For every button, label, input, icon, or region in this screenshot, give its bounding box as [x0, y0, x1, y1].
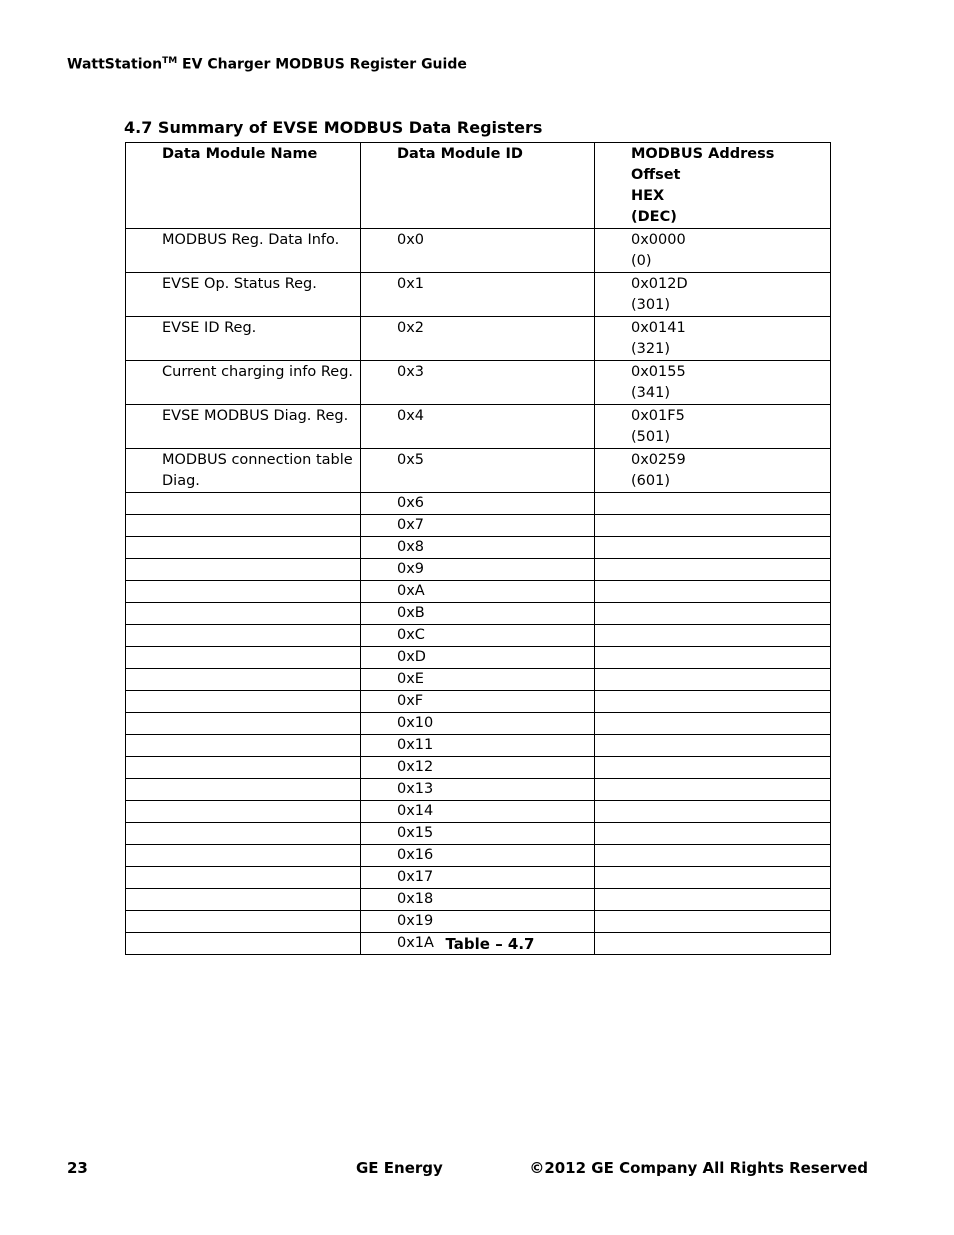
module-id-cell: 0x19: [361, 911, 595, 933]
table-row: [126, 713, 831, 735]
module-name-cell: [126, 647, 361, 669]
address-dec: (341): [631, 385, 670, 401]
module-name-cell: [126, 691, 361, 713]
table-row: [126, 229, 831, 273]
address-offset-cell: [595, 405, 831, 449]
table-row: [126, 493, 831, 515]
module-name-cell: [126, 757, 361, 779]
module-id-cell: 0x17: [361, 867, 595, 889]
module-name-cell: [126, 581, 361, 603]
module-name-cell: [126, 559, 361, 581]
table-header-row: [126, 143, 831, 229]
table-row: [126, 559, 831, 581]
address-hex: 0x0141: [631, 320, 686, 336]
table-row: [126, 779, 831, 801]
header-data-module-id: Data Module ID: [361, 143, 595, 229]
header-address-line-1: MODBUS Address Offset: [631, 146, 775, 183]
table-row: [126, 801, 831, 823]
header-address-line-3: (DEC): [631, 209, 677, 225]
module-name-cell: [126, 625, 361, 647]
address-offset-cell: [595, 779, 831, 801]
address-offset-cell: [595, 317, 831, 361]
module-name-cell: [126, 911, 361, 933]
module-id-cell: 0xB: [361, 603, 595, 625]
module-name-cell: [126, 713, 361, 735]
module-id-cell: 0x14: [361, 801, 595, 823]
footer-copyright: ©2012 GE Company All Rights Reserved: [529, 1159, 868, 1177]
table-caption: Table – 4.7: [445, 935, 535, 953]
module-id-cell: 0x11: [361, 735, 595, 757]
address-offset-cell: [595, 735, 831, 757]
address-dec: (0): [631, 253, 652, 269]
address-offset-cell: [595, 669, 831, 691]
module-id-cell: 0x8: [361, 537, 595, 559]
module-id-cell: 0x7: [361, 515, 595, 537]
module-id-cell: 0x13: [361, 779, 595, 801]
address-offset-cell: [595, 559, 831, 581]
table-row: [126, 625, 831, 647]
module-name-cell: [126, 603, 361, 625]
address-offset-cell: [595, 845, 831, 867]
address-hex: 0x012D: [631, 276, 688, 292]
table-row: [126, 317, 831, 361]
table-row: [126, 361, 831, 405]
address-offset-cell: [595, 537, 831, 559]
table-row: [126, 515, 831, 537]
address-offset-cell: [595, 911, 831, 933]
address-dec: (601): [631, 473, 670, 489]
address-offset-cell: [595, 889, 831, 911]
table-row: [126, 867, 831, 889]
module-name-cell: MODBUS connection table Diag.: [126, 449, 361, 493]
address-offset-cell: [595, 801, 831, 823]
module-name-cell: [126, 867, 361, 889]
table-row: [126, 735, 831, 757]
trademark-mark: TM: [162, 56, 178, 66]
address-hex: 0x0000: [631, 232, 686, 248]
table-row: [126, 449, 831, 493]
address-offset-cell: [595, 515, 831, 537]
module-id-cell: 0x15: [361, 823, 595, 845]
table-row: [126, 845, 831, 867]
address-offset-cell: [595, 625, 831, 647]
module-name-cell: [126, 823, 361, 845]
module-id-cell: 0xF: [361, 691, 595, 713]
module-id-cell: 0xA: [361, 581, 595, 603]
table-row: [126, 581, 831, 603]
header-data-module-name: Data Module Name: [126, 143, 361, 229]
module-name-cell: [126, 669, 361, 691]
address-offset-cell: [595, 493, 831, 515]
address-offset-cell: [595, 823, 831, 845]
table-row: [126, 273, 831, 317]
address-dec: (301): [631, 297, 670, 313]
table-row: [126, 823, 831, 845]
module-id-cell: 0x1A: [361, 933, 595, 955]
module-name-cell: EVSE ID Reg.: [126, 317, 361, 361]
module-name-cell: EVSE MODBUS Diag. Reg.: [126, 405, 361, 449]
module-id-cell: 0x0: [361, 229, 595, 273]
header-address-offset: [595, 143, 831, 229]
address-offset-cell: [595, 603, 831, 625]
table-row: [126, 757, 831, 779]
module-id-cell: 0x18: [361, 889, 595, 911]
document-header: [67, 56, 467, 73]
module-id-cell: 0xC: [361, 625, 595, 647]
module-name-cell: [126, 801, 361, 823]
module-id-cell: 0x5: [361, 449, 595, 493]
address-hex: 0x0259: [631, 452, 686, 468]
module-name-cell: [126, 493, 361, 515]
module-id-cell: 0x10: [361, 713, 595, 735]
module-name-cell: [126, 515, 361, 537]
address-offset-cell: [595, 581, 831, 603]
table-row: [126, 911, 831, 933]
table-row: [126, 669, 831, 691]
module-id-cell: 0x1: [361, 273, 595, 317]
address-offset-cell: [595, 273, 831, 317]
module-name-cell: [126, 735, 361, 757]
module-id-cell: 0x2: [361, 317, 595, 361]
module-id-cell: 0x6: [361, 493, 595, 515]
address-dec: (501): [631, 429, 670, 445]
table-row: [126, 889, 831, 911]
address-dec: (321): [631, 341, 670, 357]
module-id-cell: 0x16: [361, 845, 595, 867]
module-id-cell: 0x4: [361, 405, 595, 449]
module-name-cell: [126, 889, 361, 911]
doc-title-prefix: WattStation: [67, 56, 163, 73]
module-id-cell: 0xD: [361, 647, 595, 669]
header-address-line-2: HEX: [631, 188, 665, 204]
registers-table: [125, 142, 831, 955]
table-row: [126, 537, 831, 559]
module-name-cell: [126, 845, 361, 867]
section-title: 4.7 Summary of EVSE MODBUS Data Registers: [124, 118, 543, 137]
table-row: [126, 405, 831, 449]
module-id-cell: 0x3: [361, 361, 595, 405]
address-offset-cell: [595, 713, 831, 735]
module-name-cell: [126, 779, 361, 801]
address-offset-cell: [595, 867, 831, 889]
module-name-cell: [126, 537, 361, 559]
table-row: [126, 603, 831, 625]
address-offset-cell: [595, 361, 831, 405]
module-id-cell: 0x9: [361, 559, 595, 581]
address-hex: 0x0155: [631, 364, 686, 380]
address-offset-cell: [595, 691, 831, 713]
doc-title-rest: EV Charger MODBUS Register Guide: [177, 56, 467, 73]
page-number: 23: [67, 1159, 88, 1177]
table-row: [126, 691, 831, 713]
table-row: [126, 647, 831, 669]
module-id-cell: 0x12: [361, 757, 595, 779]
module-name-cell: Current charging info Reg.: [126, 361, 361, 405]
table-body: [126, 229, 831, 955]
module-name-cell: MODBUS Reg. Data Info.: [126, 229, 361, 273]
footer-company: GE Energy: [356, 1159, 443, 1177]
address-offset-cell: [595, 449, 831, 493]
address-offset-cell: [595, 647, 831, 669]
address-offset-cell: [595, 229, 831, 273]
address-offset-cell: [595, 757, 831, 779]
module-name-cell: EVSE Op. Status Reg.: [126, 273, 361, 317]
address-hex: 0x01F5: [631, 408, 685, 424]
module-id-cell: 0xE: [361, 669, 595, 691]
